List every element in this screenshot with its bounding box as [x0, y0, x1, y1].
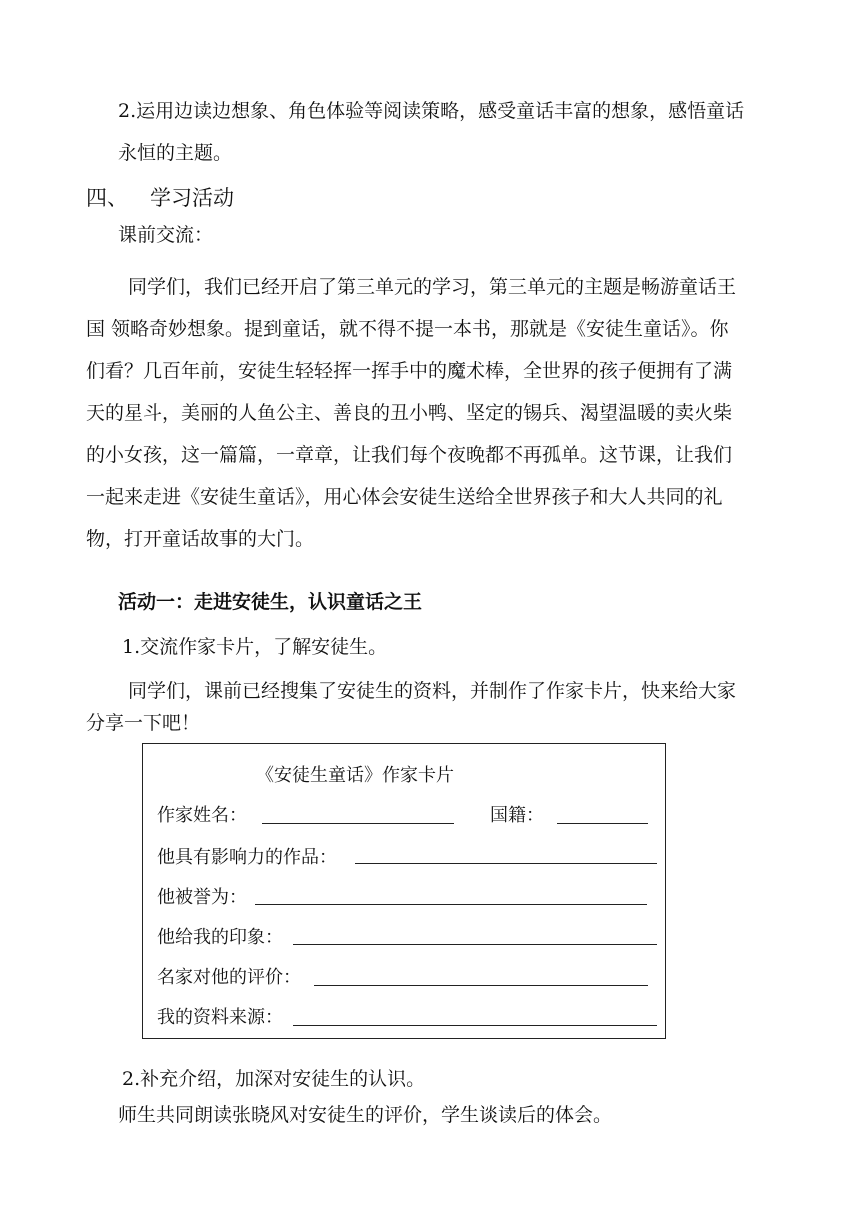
works-blank[interactable]	[355, 863, 657, 864]
author-name-blank[interactable]	[262, 823, 454, 824]
pre-class-label: 课前交流：	[118, 224, 214, 246]
activity-1-step-2: 2.补充介绍，加深对安徒生的认识。	[122, 1068, 426, 1090]
review-label: 名家对他的评价：	[157, 967, 301, 988]
honored-label: 他被誉为：	[157, 887, 247, 908]
source-label: 我的资料来源：	[157, 1007, 283, 1028]
honored-blank[interactable]	[255, 904, 647, 905]
activity-1-heading: 活动一：走进安徒生，认识童话之王	[118, 591, 423, 613]
activity-1-step-1: 1.交流作家卡片，了解安徒生。	[122, 636, 388, 658]
section-4-number: 四、	[86, 186, 128, 210]
review-blank[interactable]	[314, 985, 648, 986]
impression-label: 他给我的印象：	[157, 927, 283, 948]
pre-class-paragraph-line-2: 国 领略奇妙想象。提到童话，就不得不提一本书，那就是《安徒生童话》。你	[86, 318, 729, 340]
pre-class-paragraph-line-5: 的小女孩，这一篇篇，一章章，让我们每个夜晚都不再孤单。这节课，让我们	[86, 444, 733, 466]
activity-1-step-1-desc-line-2: 分享一下吧！	[86, 712, 201, 734]
works-label: 他具有影响力的作品：	[157, 847, 337, 868]
objective-2-line-2: 永恒的主题。	[118, 142, 233, 164]
objective-2-line-1: 2.运用边读边想象、角色体验等阅读策略，感受童话丰富的想象，感悟童话	[118, 100, 745, 122]
author-card-title: 《安徒生童话》作家卡片	[256, 765, 454, 786]
impression-blank[interactable]	[293, 944, 657, 945]
nationality-blank[interactable]	[557, 823, 648, 824]
activity-1-step-2-desc: 师生共同朗读张晓风对安徒生的评价，学生谈读后的体会。	[118, 1104, 613, 1126]
pre-class-paragraph-line-3: 们看？几百年前，安徒生轻轻挥一挥手中的魔术棒，全世界的孩子便拥有了满	[86, 360, 733, 382]
pre-class-paragraph-line-4: 天的星斗，美丽的人鱼公主、善良的丑小鸭、坚定的锡兵、渴望温暖的卖火柴	[86, 402, 733, 424]
author-name-label: 作家姓名：	[157, 805, 247, 826]
pre-class-paragraph-line-6: 一起来走进《安徒生童话》，用心体会安徒生送给全世界孩子和大人共同的礼	[86, 486, 723, 508]
section-4-heading	[86, 184, 234, 212]
pre-class-paragraph-line-1: 同学们，我们已经开启了第三单元的学习，第三单元的主题是畅游童话王	[128, 276, 737, 298]
activity-1-step-1-desc-line-1: 同学们，课前已经搜集了安徒生的资料，并制作了作家卡片，快来给大家	[128, 680, 737, 702]
pre-class-paragraph-line-7: 物，打开童话故事的大门。	[86, 528, 315, 550]
source-blank[interactable]	[293, 1025, 657, 1026]
section-4-title: 学习活动	[150, 186, 234, 210]
nationality-label: 国籍：	[490, 805, 544, 826]
